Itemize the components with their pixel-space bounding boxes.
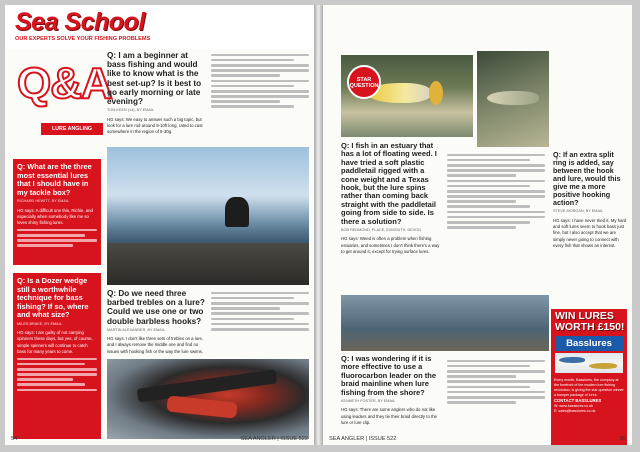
- contact-box: [551, 375, 627, 445]
- section-label: [41, 123, 103, 135]
- text-line: [447, 174, 516, 177]
- folio-title: SEA ANGLER | ISSUE 522: [240, 436, 308, 442]
- text-line: [17, 234, 85, 237]
- pliers-photo: [107, 359, 309, 439]
- text-line: [447, 169, 545, 172]
- text-line: [17, 389, 97, 392]
- text-line: [211, 69, 309, 72]
- question-byline: KENNETH FOSTER, BY EMAIL: [341, 398, 396, 403]
- question-heading: Q: If an extra split ring is added, say between the hook and lure, would this give me a more positive hooking action?: [553, 151, 621, 208]
- answer-text: HG says: I have never tried it. My hard and soft lures seem to hook bass just fine, but I also accept that we are simply never going to connect with every fish that shows an interest.: [553, 217, 627, 248]
- text-line: [17, 383, 85, 386]
- prize-lure: [559, 357, 585, 363]
- text-line: [211, 302, 309, 305]
- soft-plastic-lure: [487, 91, 539, 105]
- spine-gutter: [314, 5, 323, 445]
- question-heading: Q: Do we need three barbed trebles on a lure? Could we use one or two double barbless hooks?: [107, 289, 205, 326]
- text-line: [17, 363, 85, 366]
- text-line: [447, 195, 545, 198]
- text-line: [447, 211, 545, 214]
- pliers-grip: [166, 395, 237, 418]
- text-line: [447, 216, 545, 219]
- text-line: [447, 401, 516, 404]
- question-heading: Q: I am a beginner at bass fishing and would like to know what is the best set-up? Is it best to go early morning or late evening?: [107, 51, 202, 106]
- contact-intro: Every month, Basslures, the company at the forefront of the modern lure fishing revolution, is giving the star question winner a bumper package of lures.: [554, 378, 624, 398]
- text-line: [447, 380, 545, 383]
- text-line: [211, 85, 294, 88]
- text-line: [447, 190, 545, 193]
- text-line: [17, 229, 97, 232]
- pliers-handle: [137, 369, 278, 402]
- text-line: [211, 80, 309, 83]
- text-line: [211, 74, 280, 77]
- question-byline: RICHARD HEWITT, BY EMAIL: [17, 199, 70, 204]
- contact-email[interactable]: E: sales@basslures.co.uk: [554, 409, 596, 414]
- text-line: [447, 391, 545, 394]
- question-heading: Q: I fish in an estuary that has a lot of floating weed. I have tried a soft plastic paddletail rigged with a cone weight and a Texas hook, but the lure spins rather than coming back straight with the paddletail going from side to side. Is there a solution?: [341, 142, 437, 226]
- text-line: [17, 378, 73, 381]
- text-line: [447, 396, 545, 399]
- right-page: [323, 5, 632, 445]
- text-line: [17, 358, 97, 361]
- basslures-logo: Basslures: [555, 336, 623, 351]
- text-line: [211, 328, 309, 331]
- text-line: [211, 318, 294, 321]
- promo-headline: WIN LURES WORTH £150!: [555, 310, 625, 333]
- angler-figure: [225, 197, 249, 227]
- question-byline: MARTIN ALEXANDER, BY EMAIL: [107, 327, 165, 332]
- coast-photo: [107, 147, 309, 285]
- answer-continued-column: [447, 357, 545, 439]
- answer-text: HG says: We easy to answer such a big topic, but look for a lure rod around 9-10ft long, rated to cast somewhere in the region of 5-30g.: [107, 116, 203, 135]
- question-heading: Q: Is a Dozer wedge still a worthwhile technique for bass fishing? If so, where and what size?: [17, 276, 89, 320]
- text-line: [17, 373, 97, 376]
- text-line: [447, 370, 545, 373]
- text-line: [211, 95, 309, 98]
- contact-title: CONTACT BASSLURES: [554, 398, 602, 404]
- question-split-ring: [553, 151, 627, 299]
- text-line: [211, 323, 309, 326]
- text-line: [447, 205, 530, 208]
- question-floating-weed: [341, 142, 443, 292]
- competition-promo: [551, 309, 627, 375]
- text-line: [447, 185, 530, 188]
- text-line: [211, 64, 309, 67]
- text-line: [17, 244, 73, 247]
- text-line: [211, 59, 294, 62]
- text-line: [447, 164, 545, 167]
- answer-continued-column: [447, 151, 545, 291]
- section-header: [5, 5, 314, 49]
- paddle-tail: [429, 81, 443, 105]
- section-subtitle: OUR EXPERTS SOLVE YOUR FISHING PROBLEMS: [15, 36, 151, 42]
- page-number: 55: [619, 436, 626, 442]
- text-line: [211, 100, 280, 103]
- answer-text: HG says: A difficult one this, Richie, and especially when somebody like me so loves shiny fishing lures.: [17, 207, 93, 225]
- lures-prize-photo: [555, 353, 623, 373]
- answer-text: HG says: I don't like three sets of trebles on a lure, and I always remove the middle one and find no issues with hooking fish or the way the lure swims.: [107, 336, 204, 354]
- text-line: [17, 239, 97, 242]
- section-title: Sea School: [15, 8, 145, 36]
- left-page: [5, 5, 314, 445]
- text-line: [211, 292, 309, 295]
- answer-continued-column: [211, 289, 309, 359]
- text-line: [211, 54, 309, 57]
- answer-text: HG says: There are some anglers who do not like using leaders and they tie their braid directly to the lure or lure clip.: [341, 407, 438, 425]
- question-box-essential-lures: [13, 159, 101, 265]
- section-label-text: LURE ANGLING: [51, 126, 93, 132]
- question-beginner-setup: [107, 51, 207, 147]
- answer-text: HG says: I am guilty of not carrying spinners these days, but yes, of course, simple spinners will continue to catch bass for many years to come.: [17, 330, 93, 354]
- text-line: [17, 368, 97, 371]
- question-box-dozer-wedge: [13, 273, 101, 439]
- text-line: [211, 297, 294, 300]
- text-line: [447, 386, 530, 389]
- text-line: [211, 105, 294, 108]
- question-heading: Q: What are the three most essential lures that I should have in my tackle box?: [17, 162, 92, 197]
- text-line: [447, 200, 516, 203]
- contact-web[interactable]: W: www.basslures.co.uk: [554, 404, 593, 408]
- answer-continued-column: [211, 51, 309, 143]
- page-number: 54: [11, 436, 18, 442]
- question-fluorocarbon-leader: [341, 355, 443, 441]
- text-line: [447, 375, 516, 378]
- text-line: [211, 307, 280, 310]
- text-line: [447, 365, 530, 368]
- soft-plastic-photo: [477, 51, 549, 147]
- answer-text: HG says: Weed is often a problem when fishing estuaries, and sometimes I don't think there's a way to get around it, except for trying surface lures.: [341, 236, 440, 254]
- estuary-photo: [341, 295, 549, 351]
- question-byline: MILES BRAKE, BY EMAIL: [17, 321, 62, 326]
- question-heading: Q: I was wondering if it is more effective to use a fluorocarbon leader on the braid mainline when lure fishing from the shore?: [341, 355, 437, 397]
- qa-logo: Q&A: [17, 59, 112, 108]
- folio-title: SEA ANGLER | ISSUE 522: [329, 436, 397, 442]
- question-byline: BOB REDMOND, PLACE, EXMOUTH, DEVON: [341, 227, 421, 232]
- text-line: [211, 90, 309, 93]
- star-question-badge: STAR QUESTION: [347, 65, 381, 99]
- question-byline: STEVE MORGAN, BY EMAIL: [553, 209, 604, 214]
- rocks: [107, 243, 309, 285]
- prize-lure: [589, 363, 617, 369]
- text-line: [447, 154, 545, 157]
- text-line: [211, 312, 309, 315]
- text-line: [447, 180, 545, 183]
- text-line: [447, 221, 530, 224]
- text-line: [447, 159, 530, 162]
- text-line: [447, 360, 545, 363]
- text-line: [447, 226, 516, 229]
- question-byline: TOM KEEN (14), BY EMAIL: [107, 108, 155, 113]
